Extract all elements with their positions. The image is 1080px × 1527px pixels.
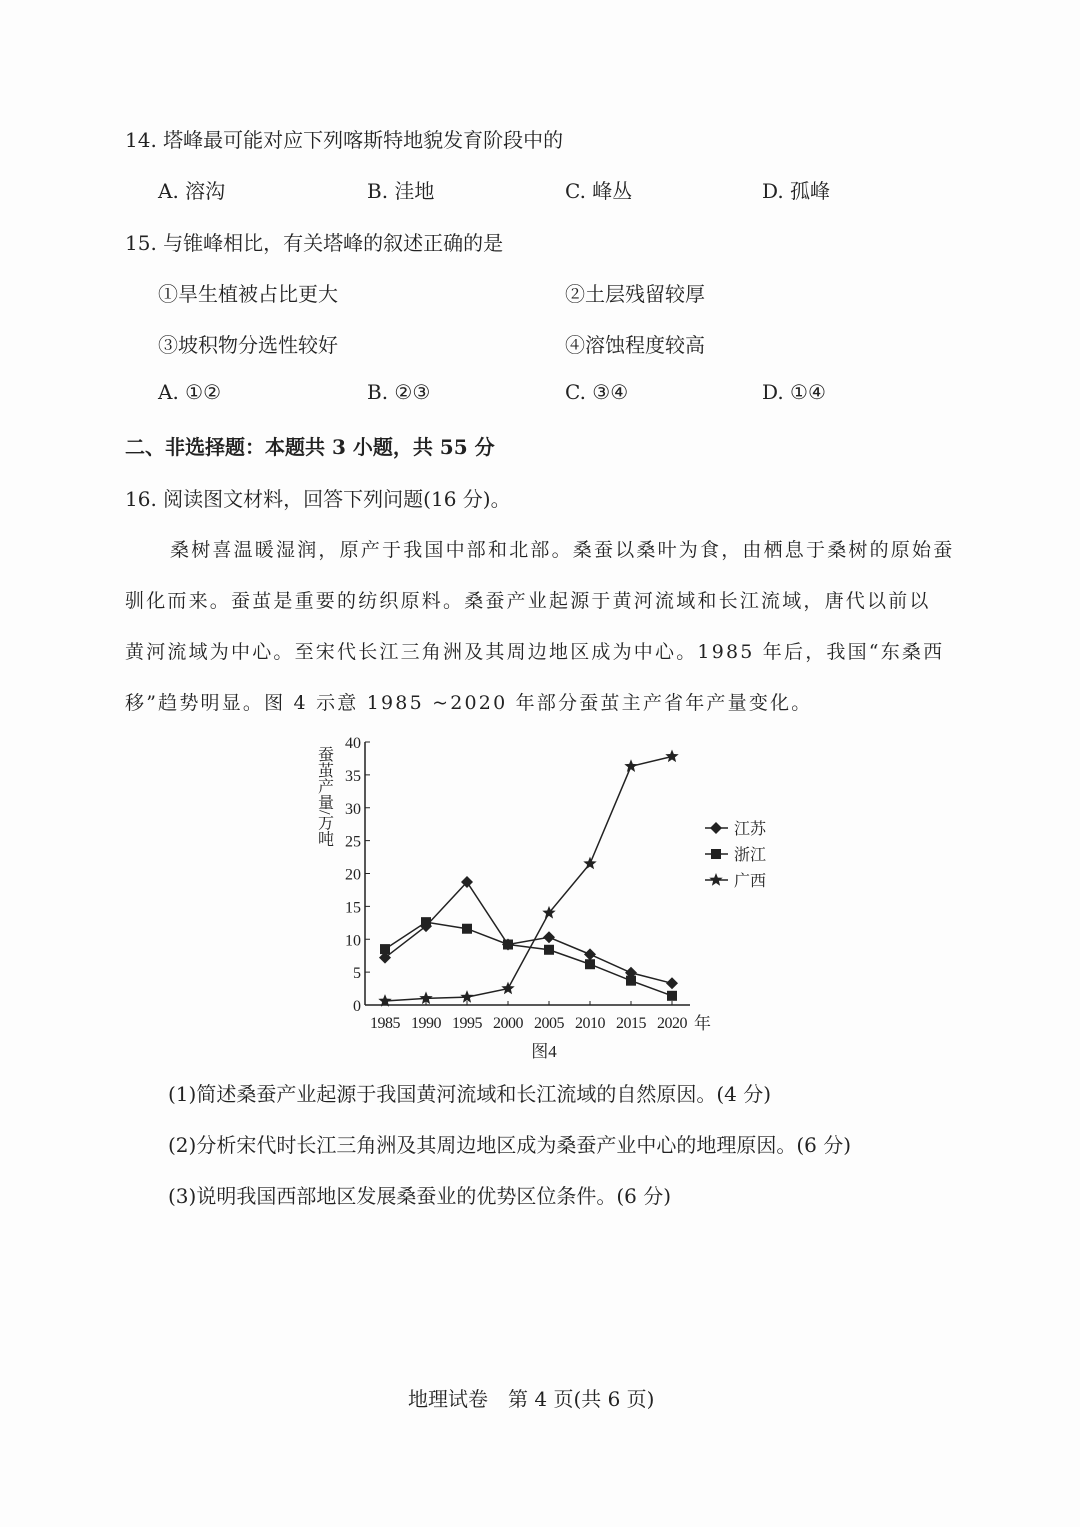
- star-marker: [665, 750, 678, 763]
- q14-stem: 14. 塔峰最可能对应下列喀斯特地貌发育阶段中的: [125, 128, 564, 152]
- section-heading: 二、非选择题：本题共 3 小题，共 55 分: [125, 435, 495, 459]
- legend-label: 浙江: [734, 847, 767, 864]
- x-tick-label: 2015: [616, 1015, 646, 1032]
- legend-label: 江苏: [734, 821, 767, 838]
- square-marker: [667, 991, 677, 1001]
- passage-line: 驯化而来。蚕茧是重要的纺织原料。桑蚕产业起源于黄河流域和长江流域，唐代以前以: [125, 590, 931, 612]
- series-江苏: [379, 876, 678, 989]
- chart-title: 图4: [531, 1042, 557, 1061]
- y-tick-label: 5: [353, 965, 361, 983]
- x-tick-label: 1985: [370, 1015, 400, 1032]
- q16-subquestion-1: (1)简述桑蚕产业起源于我国黄河流域和长江流域的自然原因。(4 分): [168, 1082, 772, 1106]
- passage-line: 桑树喜温暖湿润，原产于我国中部和北部。桑蚕以桑叶为食，由栖息于桑树的原始蚕: [170, 539, 955, 561]
- y-tick-label: 25: [345, 833, 361, 851]
- q14-option-c: C. 峰丛: [565, 179, 633, 203]
- series-广西: [378, 750, 678, 1007]
- q15-statement-1: ①旱生植被占比更大: [158, 282, 338, 306]
- y-tick-label: 35: [345, 767, 361, 785]
- q14-option-b: B. 洼地: [367, 179, 435, 203]
- q15-option-d: D. ①④: [762, 380, 826, 404]
- y-tick-label: 20: [345, 866, 361, 884]
- legend-label: 广西: [734, 873, 767, 890]
- series-line: [385, 882, 672, 983]
- q15-option-a: A. ①②: [158, 380, 222, 404]
- x-tick-label: 2020: [657, 1015, 687, 1032]
- y-tick-label: 10: [345, 932, 361, 950]
- square-marker: [421, 917, 431, 927]
- star-marker: [709, 873, 722, 886]
- y-tick-label: 30: [345, 800, 361, 818]
- x-axis-label: 年: [694, 1014, 711, 1033]
- diamond-marker: [584, 948, 596, 960]
- star-marker: [501, 982, 514, 995]
- diamond-marker: [543, 931, 555, 943]
- square-marker: [544, 945, 554, 955]
- q15-option-b: B. ②③: [367, 380, 431, 404]
- q15-statement-3: ③坡积物分选性较好: [158, 333, 338, 357]
- q16-stem: 16. 阅读图文材料，回答下列问题(16 分)。: [125, 487, 511, 511]
- q16-subquestion-3: (3)说明我国西部地区发展桑蚕业的优势区位条件。(6 分): [168, 1184, 672, 1208]
- q15-statement-4: ④溶蚀程度较高: [565, 333, 705, 357]
- x-tick-label: 2000: [493, 1015, 523, 1032]
- x-tick-label: 1995: [452, 1015, 482, 1032]
- q15-stem: 15. 与锥峰相比，有关塔峰的叙述正确的是: [125, 231, 504, 255]
- y-tick-label: 40: [345, 735, 361, 752]
- square-marker: [626, 976, 636, 986]
- passage-line: 移”趋势明显。图 4 示意 1985 ~2020 年部分蚕茧主产省年产量变化。: [125, 692, 813, 714]
- star-marker: [624, 759, 637, 772]
- y-tick-label: 0: [353, 998, 361, 1015]
- q14-option-a: A. 溶沟: [158, 179, 226, 203]
- square-marker: [711, 849, 721, 859]
- q16-subquestion-2: (2)分析宋代时长江三角洲及其周边地区成为桑蚕产业中心的地理原因。(6 分): [168, 1133, 852, 1157]
- y-tick-label: 15: [345, 899, 361, 917]
- q15-statement-2: ②土层残留较厚: [565, 282, 705, 306]
- star-marker: [583, 857, 596, 870]
- square-marker: [585, 959, 595, 969]
- diamond-marker: [710, 822, 722, 834]
- q15-option-c: C. ③④: [565, 380, 629, 404]
- x-tick-label: 2010: [575, 1015, 605, 1032]
- square-marker: [503, 940, 513, 950]
- x-tick-label: 2005: [534, 1015, 564, 1032]
- page-footer: 地理试卷 第 4 页(共 6 页): [408, 1387, 655, 1411]
- silk-cocoon-production-chart: [300, 730, 780, 1070]
- square-marker: [462, 924, 472, 934]
- square-marker: [380, 944, 390, 954]
- diamond-marker: [666, 977, 678, 989]
- passage-line: 黄河流域为中心。至宋代长江三角洲及其周边地区成为中心。1985 年后，我国“东桑西: [125, 641, 945, 663]
- series-line: [385, 756, 672, 1001]
- q14-option-d: D. 孤峰: [762, 179, 831, 203]
- x-tick-label: 1990: [411, 1015, 441, 1032]
- y-axis-label: 蚕茧产量/万吨: [315, 746, 333, 847]
- star-marker: [460, 990, 473, 1003]
